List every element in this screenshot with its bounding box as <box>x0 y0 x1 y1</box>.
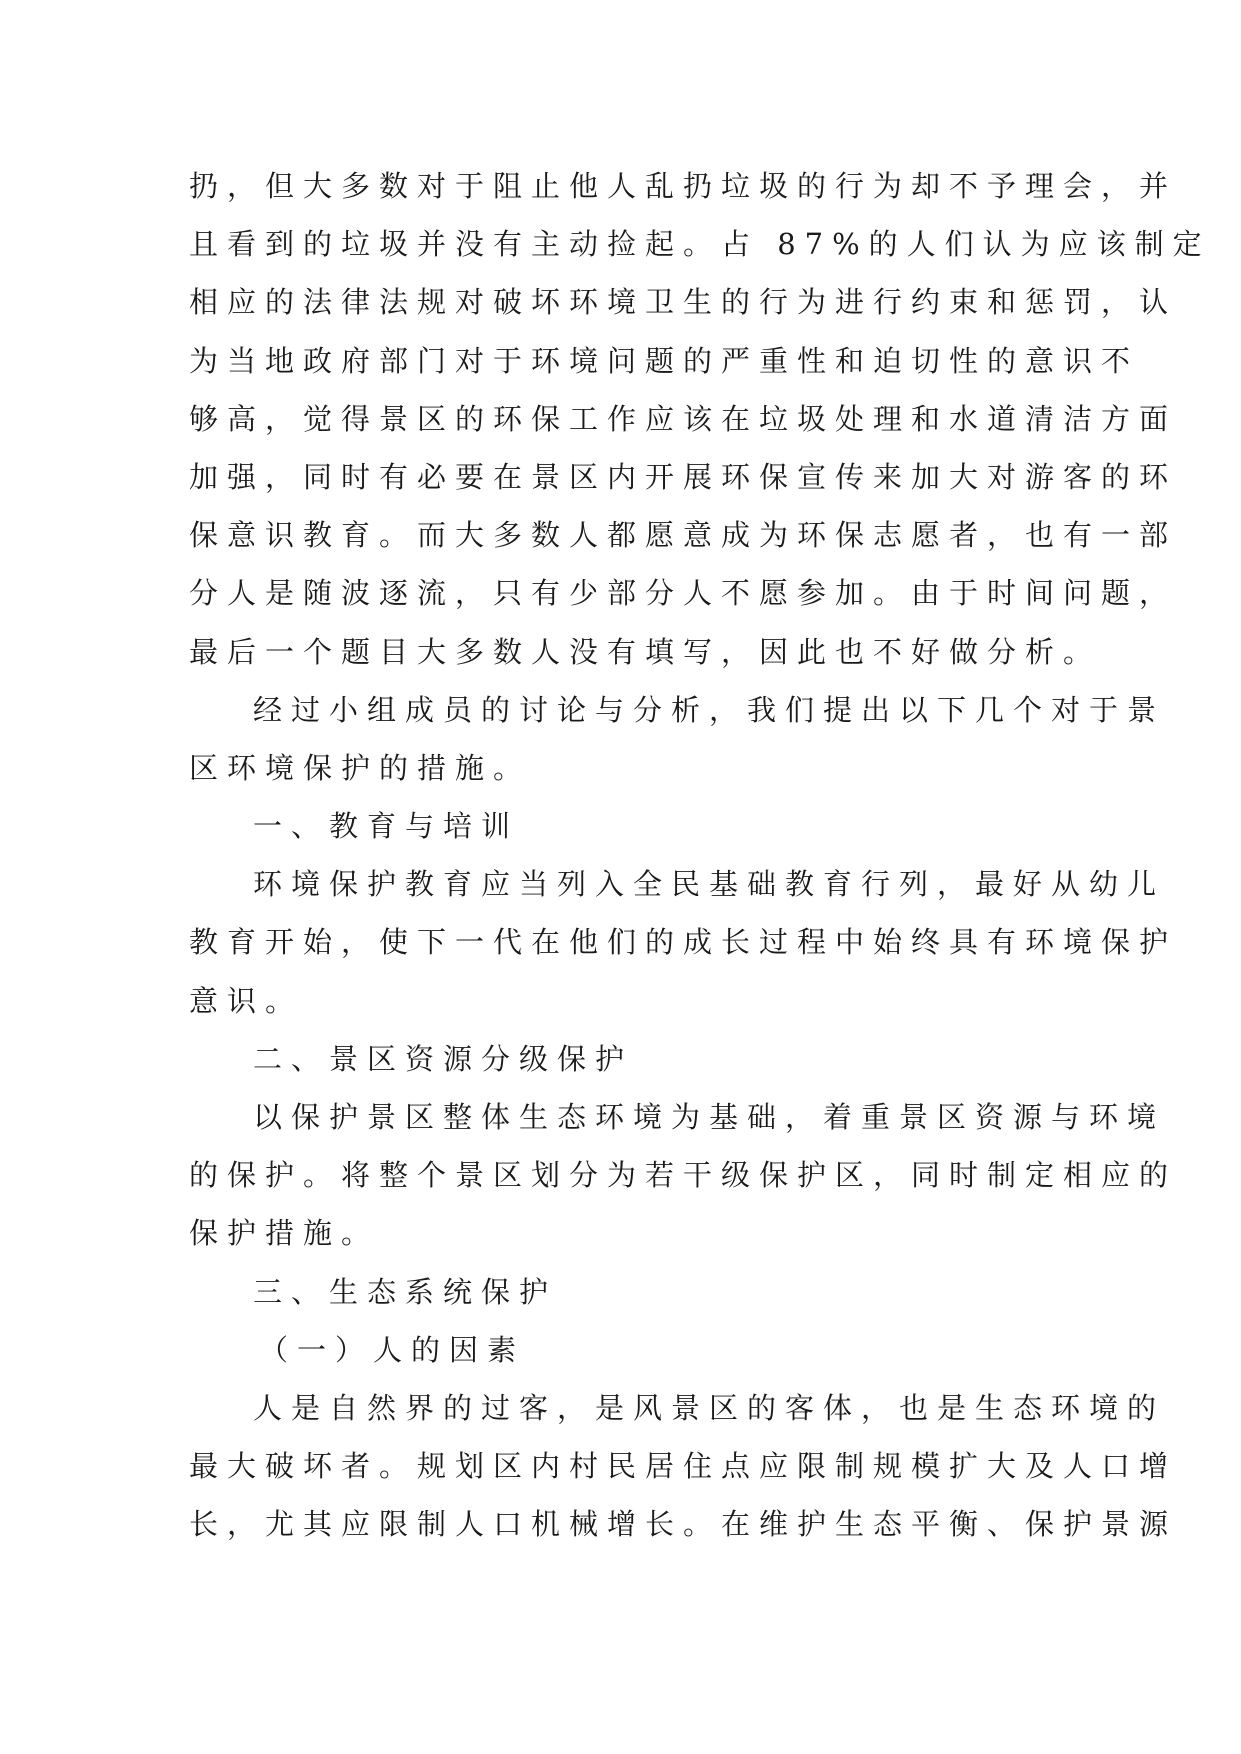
paragraph-line: 环境保护教育应当列入全民基础教育行列，最好从幼儿 <box>253 867 1166 902</box>
paragraph-line: 长，尤其应限制人口机械增长。在维护生态平衡、保护景源 <box>189 1507 1178 1542</box>
section-heading: 二、景区资源分级保护 <box>253 1041 634 1076</box>
paragraph-line: 教育开始，使下一代在他们的成长过程中始终具有环境保护 <box>189 925 1178 960</box>
paragraph-line: 加强，同时有必要在景区内开展环保宣传来加大对游客的环 <box>189 459 1178 494</box>
paragraph-line: 分人是随波逐流，只有少部分人不愿参加。由于时间问题， <box>189 576 1178 611</box>
paragraph-line: 以保护景区整体生态环境为基础，着重景区资源与环境 <box>253 1100 1166 1134</box>
paragraph-line: 的保护。将整个景区划分为若干级保护区，同时制定相应的 <box>189 1158 1178 1193</box>
paragraph-line: 经过小组成员的讨论与分析，我们提出以下几个对于景 <box>253 692 1166 727</box>
paragraph-line: 人是自然界的过客，是风景区的客体，也是生态环境的 <box>253 1390 1166 1425</box>
paragraph-line: 最大破坏者。规划区内村民居住点应限制规模扩大及人口增 <box>189 1449 1178 1484</box>
paragraph-line: 最后一个题目大多数人没有填写，因此也不好做分析。 <box>189 634 1102 669</box>
paragraph-line: 够高，觉得景区的环保工作应该在垃圾处理和水道清洁方面 <box>189 401 1178 436</box>
paragraph-line: 保意识教育。而大多数人都愿意成为环保志愿者，也有一部 <box>189 518 1178 553</box>
paragraph-line: 区环境保护的措施。 <box>189 750 532 785</box>
paragraph-line: 扔，但大多数对于阻止他人乱扔垃圾的行为却不予理会，并 <box>189 169 1178 203</box>
paragraph-line: 保护措施。 <box>189 1216 380 1251</box>
section-heading: 一、教育与培训 <box>253 809 520 844</box>
paragraph-line: 相应的法律法规对破坏环境卫生的行为进行约束和惩罚，认 <box>189 285 1178 320</box>
paragraph-line: 为当地政府部门对于环境问题的严重性和迫切性的意识不 <box>189 343 1140 378</box>
paragraph-line: 意识。 <box>189 983 304 1018</box>
paragraph-line: 且看到的垃圾并没有主动捡起。占 87%的人们认为应该制定 <box>189 227 1211 262</box>
document-body <box>189 157 1211 1554</box>
subsection-heading: （一）人的因素 <box>259 1332 526 1367</box>
section-heading: 三、生态系统保护 <box>253 1274 558 1309</box>
